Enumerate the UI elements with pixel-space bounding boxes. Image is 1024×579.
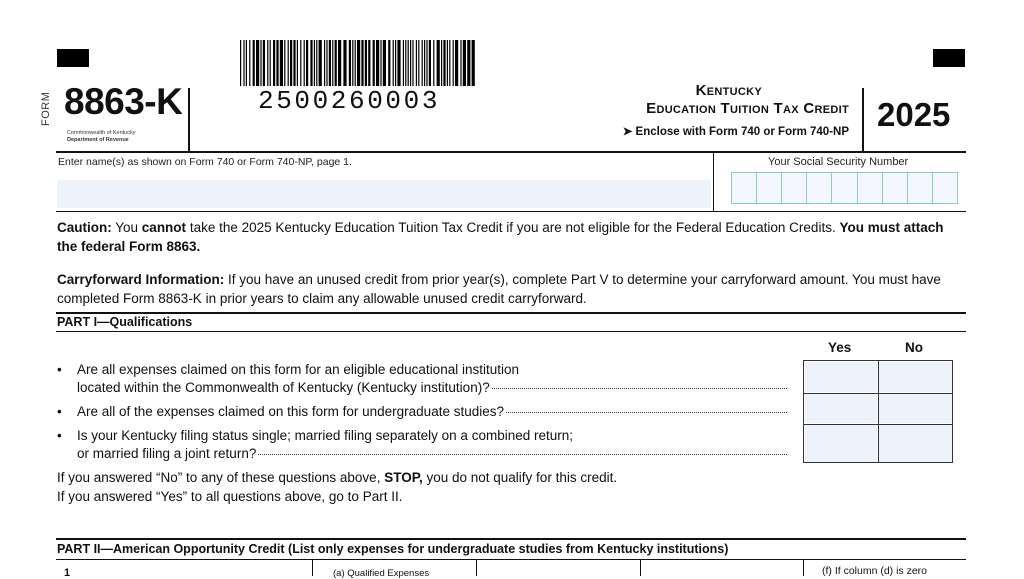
no-column-header: No [905, 340, 923, 355]
title-credit: Education Tuition Tax Credit [646, 100, 849, 117]
barcode-bar [380, 40, 381, 86]
barcode-bar [472, 40, 475, 86]
part1-heading-rule [56, 331, 966, 332]
barcode-bar [293, 40, 295, 86]
caution-cannot: cannot [141, 220, 187, 235]
barcode-bar [365, 40, 367, 86]
barcode-bar [455, 40, 458, 86]
caution-label: Caution: [57, 220, 112, 235]
barcode-bar [408, 40, 409, 86]
ssn-input[interactable] [731, 172, 958, 204]
caution-text2: take the 2025 Kentucky Education Tuition Tax Credit if you are not eligible for the Federal Education Credits. [186, 220, 840, 235]
carryforward-paragraph [57, 270, 967, 308]
ssn-digit-cell[interactable] [908, 173, 933, 203]
registration-mark-right [933, 49, 965, 67]
barcode-bar [332, 40, 333, 86]
title-state: Kentucky [695, 82, 762, 99]
name-row-rule [56, 211, 966, 212]
barcode-bar [395, 40, 396, 86]
barcode-bar [388, 40, 390, 86]
bullet: • [57, 404, 62, 419]
part2-heading: PART II—American Opportunity Credit (List only expenses for undergraduate studies from Kentucky institutions) [57, 542, 729, 556]
name-label: Enter name(s) as shown on Form 740 or Form 740-NP, page 1. [58, 156, 352, 168]
barcode-bar [463, 40, 466, 86]
barcode-bar [297, 40, 298, 86]
grid-row-divider [804, 393, 952, 394]
barcode-bar [352, 40, 353, 86]
grid-column-divider [878, 361, 879, 462]
header-rule [56, 151, 966, 153]
leader-dots [258, 454, 787, 455]
tax-year: 2025 [877, 96, 951, 133]
ssn-digit-cell[interactable] [858, 173, 883, 203]
part2-top-rule [56, 538, 966, 540]
barcode-number: 2500260003 [258, 86, 441, 116]
barcode-bar [263, 40, 265, 86]
agency-line1: Commonwealth of Kentucky [67, 130, 136, 136]
barcode-bar [373, 40, 375, 86]
barcode-bar [433, 40, 434, 86]
question-1-line2: located within the Commonwealth of Kentucky (Kentucky institution)? [77, 380, 490, 395]
question-3-line2: or married filing a joint return? [77, 446, 257, 461]
leader-dots [492, 388, 787, 389]
barcode-bar [429, 40, 431, 86]
enclose-instruction: ➤ Enclose with Form 740 or Form 740-NP [622, 126, 849, 138]
form-number: 8863-K [64, 81, 183, 122]
q3-yes-checkbox[interactable] [805, 425, 877, 462]
part2-col-divider [312, 560, 313, 576]
q1-yes-checkbox[interactable] [805, 362, 877, 392]
barcode-bar [397, 40, 400, 86]
barcode-bar [270, 40, 271, 86]
barcode-bar [467, 40, 470, 86]
carryforward-label: Carryforward Information: [57, 272, 225, 287]
q3-no-checkbox[interactable] [879, 425, 952, 462]
stop-bold: STOP, [384, 470, 423, 485]
barcode-bar [405, 40, 406, 86]
barcode-bar [246, 40, 247, 86]
header-divider-left [188, 88, 190, 151]
go-instruction: If you answered “Yes” to all questions above, go to Part II. [57, 489, 403, 504]
q2-no-checkbox[interactable] [879, 394, 952, 423]
question-3 [57, 427, 787, 463]
barcode-bar [422, 40, 423, 86]
barcode-bar [300, 40, 301, 86]
barcode-bar [357, 40, 360, 86]
name-ssn-divider [713, 153, 714, 211]
barcode-bar [460, 40, 461, 86]
stop-text2: you do not qualify for this credit. [422, 470, 618, 485]
barcode-bar [410, 40, 411, 86]
barcode-bar [249, 40, 250, 86]
barcode [240, 40, 478, 86]
bullet: • [57, 428, 62, 443]
carryforward-text: If you have an unused credit from prior year(s), complete Part V to determine your carryforward amount. You must have completed Form 8863-K in prior years to claim any allowable unused credit carryforward. [57, 272, 941, 306]
barcode-bar [319, 40, 322, 86]
ssn-digit-cell[interactable] [732, 173, 757, 203]
barcode-bar [453, 40, 454, 86]
barcode-bar [314, 40, 315, 86]
part2-col-divider [803, 560, 804, 576]
barcode-bar [361, 40, 363, 86]
barcode-bar [253, 40, 255, 86]
part2-col-divider [476, 560, 477, 576]
question-2 [57, 403, 787, 421]
barcode-bar [449, 40, 450, 86]
barcode-bar [393, 40, 394, 86]
barcode-bar [276, 40, 278, 86]
yes-column-header: Yes [828, 340, 852, 355]
bullet: • [57, 362, 62, 377]
stop-text1: If you answered “No” to any of these questions above, [57, 470, 385, 485]
barcode-bar [343, 40, 346, 86]
barcode-bar [304, 40, 305, 86]
q2-yes-checkbox[interactable] [805, 394, 877, 423]
barcode-bar [316, 40, 317, 86]
header-divider-right [862, 88, 864, 151]
barcode-bar [240, 40, 241, 86]
barcode-bar [306, 40, 308, 86]
barcode-bar [416, 40, 417, 86]
ssn-digit-cell[interactable] [807, 173, 832, 203]
agency-block [67, 130, 135, 144]
yes-no-grid [803, 360, 953, 463]
ssn-digit-cell[interactable] [782, 173, 807, 203]
barcode-bar [349, 40, 351, 86]
barcode-bar [443, 40, 445, 86]
barcode-bar [284, 40, 285, 86]
barcode-bar [338, 40, 341, 86]
barcode-bar [376, 40, 379, 86]
q1-no-checkbox[interactable] [879, 362, 952, 392]
part2-col-a-header: (a) Qualified Expenses [333, 568, 430, 579]
question-3-line1: Is your Kentucky filing status single; married filing separately on a combined return; [77, 428, 573, 443]
barcode-bar [273, 40, 275, 86]
barcode-bar [424, 40, 425, 86]
barcode-bar [324, 40, 325, 86]
name-input[interactable] [57, 180, 711, 208]
stop-instruction [57, 468, 967, 487]
barcode-bar [403, 40, 404, 86]
barcode-bar [355, 40, 356, 86]
barcode-bar [335, 40, 337, 86]
caution-paragraph [57, 218, 967, 256]
part1-top-rule [56, 312, 966, 314]
barcode-bar [441, 40, 442, 86]
part2-row-number: 1 [64, 567, 71, 579]
barcode-bar [310, 40, 312, 86]
barcode-bar [256, 40, 259, 86]
barcode-bar [368, 40, 370, 86]
barcode-bar [243, 40, 244, 86]
barcode-bar [326, 40, 327, 86]
barcode-bar [383, 40, 386, 86]
agency-line2: Department of Revenue [67, 137, 129, 143]
barcode-bar [418, 40, 419, 86]
ssn-digit-cell[interactable] [832, 173, 857, 203]
barcode-bar [426, 40, 427, 86]
barcode-bar [280, 40, 283, 86]
part2-col-divider [640, 560, 641, 576]
registration-mark-left [57, 49, 89, 67]
form-label: FORM [40, 91, 52, 127]
barcode-bar [267, 40, 268, 86]
part1-heading: PART I—Qualifications [57, 315, 193, 329]
question-1 [57, 361, 787, 397]
ssn-digit-cell[interactable] [883, 173, 908, 203]
barcode-bar [437, 40, 440, 86]
ssn-digit-cell[interactable] [933, 173, 957, 203]
caution-text1: You [111, 220, 142, 235]
barcode-bar [412, 40, 413, 86]
barcode-bar [260, 40, 261, 86]
ssn-label: Your Social Security Number [768, 156, 909, 168]
question-2-line1: Are all of the expenses claimed on this form for undergraduate studies? [77, 404, 504, 419]
grid-row-divider [804, 424, 952, 425]
barcode-bar [329, 40, 331, 86]
ssn-digit-cell[interactable] [757, 173, 782, 203]
part2-col-f-header: (f) If column (d) is zero [822, 565, 928, 577]
leader-dots [506, 412, 787, 413]
barcode-bar [447, 40, 448, 86]
barcode-bar [288, 40, 289, 86]
caution-attach: You must attach the federal Form 8863. [57, 220, 944, 254]
barcode-bar [290, 40, 292, 86]
question-1-line1: Are all expenses claimed on this form for an eligible educational institution [77, 362, 519, 377]
part2-heading-rule [56, 559, 966, 560]
